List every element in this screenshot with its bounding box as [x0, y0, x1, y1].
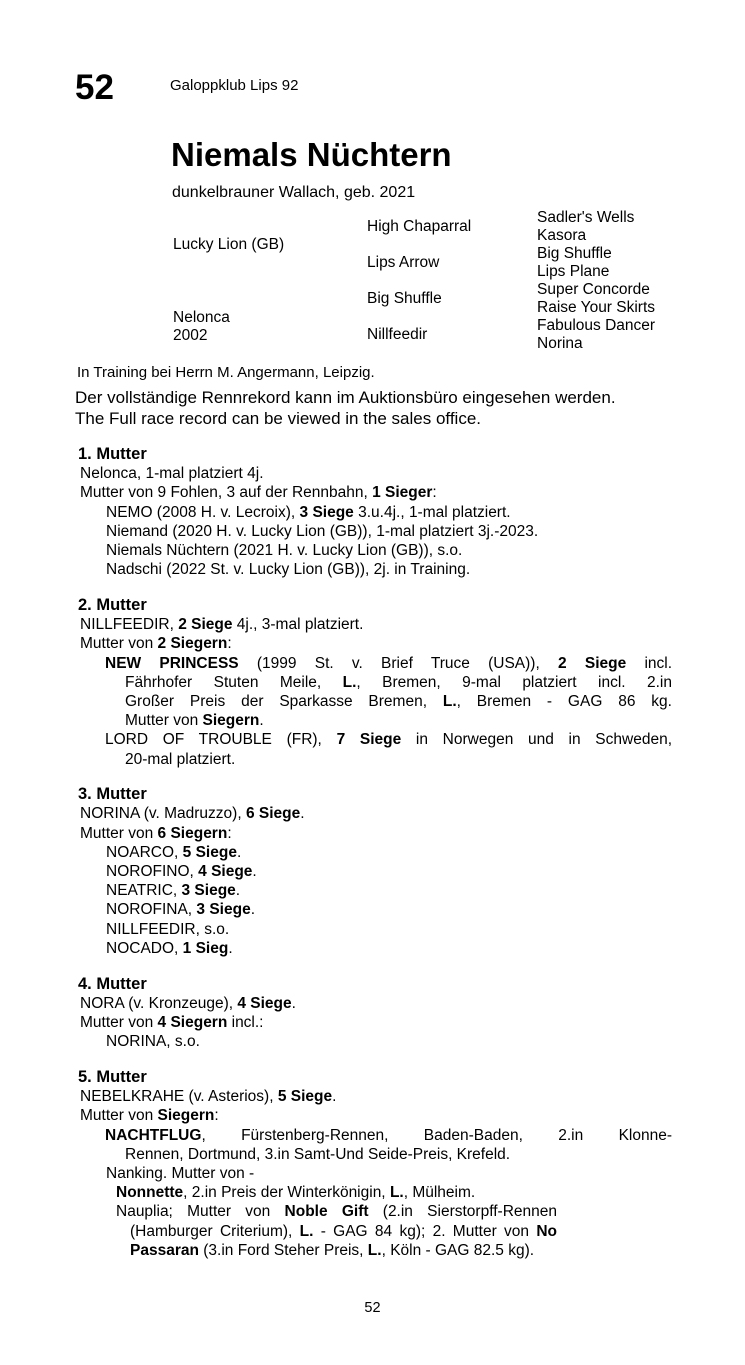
- text-line: [75, 939, 672, 958]
- text-segment: NEATRIC,: [106, 882, 182, 900]
- text-segment: , 2.in Preis der Winterkönigin,: [183, 1184, 390, 1202]
- pedigree-gen3-6: [537, 317, 737, 335]
- text-line: [75, 692, 672, 711]
- bold-text-segment: 5 Siege: [277, 1088, 333, 1106]
- bold-text-segment: No: [536, 1222, 557, 1240]
- bold-text-segment: Noble Gift: [284, 1203, 369, 1221]
- text-segment: Nauplia; Mutter von: [116, 1203, 285, 1221]
- dam-section: [75, 975, 672, 1052]
- bold-text-segment: 1 Sieg: [182, 939, 229, 957]
- text-segment: Niemand (2020 H. v. Lucky Lion (GB)), 1-mal platziert 3j.-2023.: [106, 522, 539, 540]
- record-note: [75, 388, 616, 429]
- text-segment: Nelonca, 1-mal platziert 4j.: [80, 465, 264, 483]
- pedigree-text-paragraph: [75, 1106, 672, 1125]
- text-segment: 4j., 3-mal platziert.: [232, 616, 364, 634]
- text-segment: - GAG 84 kg); 2. Mutter von: [313, 1222, 537, 1240]
- pedigree-gen3-2: [537, 245, 737, 263]
- text-line: [75, 1222, 672, 1241]
- text-line: [75, 1241, 672, 1260]
- pedigree-dam: [173, 281, 367, 353]
- text-segment: NEMO (2008 H. v. Lecroix),: [106, 503, 300, 521]
- bold-text-segment: 5 Siege: [182, 843, 237, 861]
- bold-text-segment: 2 Siege: [558, 654, 627, 672]
- text-segment: .: [235, 882, 241, 900]
- bold-text-segment: 3 Siege: [299, 503, 354, 521]
- text-segment: NEBELKRAHE (v. Asterios),: [80, 1088, 278, 1106]
- pedigree-text-paragraph: [75, 939, 672, 958]
- pedigree-dam-line: Nelonca: [173, 309, 230, 326]
- pedigree-gen3-0-line: Sadler's Wells: [537, 209, 635, 226]
- text-segment: Mutter von: [80, 1013, 158, 1031]
- pedigree-text-paragraph: [75, 824, 672, 843]
- pedigree-gen2-3: [367, 317, 537, 353]
- bold-text-segment: Nonnette: [116, 1184, 184, 1202]
- text-line: [75, 824, 672, 843]
- text-segment: Mutter von: [80, 1107, 158, 1125]
- pedigree-gen3-5: [537, 299, 737, 317]
- consignor-name: Galoppklub Lips 92: [170, 77, 299, 94]
- section-heading: 1. Mutter: [78, 445, 147, 463]
- text-line: [75, 1087, 672, 1106]
- pedigree-text-paragraph: [75, 654, 672, 731]
- text-segment: , Köln - GAG 82.5 kg).: [381, 1241, 535, 1259]
- text-line: [75, 483, 672, 502]
- text-segment: incl.: [626, 654, 673, 672]
- text-segment: .: [252, 863, 257, 881]
- text-segment: NILLFEEDIR, s.o.: [106, 920, 230, 938]
- bold-text-segment: NACHTFLUG: [105, 1126, 202, 1144]
- text-segment: Mutter von: [80, 824, 158, 842]
- pedigree-gen3-0: [537, 209, 737, 227]
- text-line: [75, 750, 672, 769]
- text-line: [75, 1202, 672, 1221]
- pedigree-text-paragraph: [75, 464, 672, 483]
- text-segment: , Fürstenberg-Rennen, Baden-Baden, 2.in Klonne-: [201, 1126, 672, 1144]
- text-segment: .: [259, 712, 264, 730]
- bold-text-segment: 3 Siege: [196, 901, 251, 919]
- pedigree-text-paragraph: [75, 483, 672, 502]
- text-line: [75, 560, 672, 579]
- pedigree-gen3-6-line: Fabulous Dancer: [537, 317, 656, 334]
- pedigree-dam-line: 2002: [173, 327, 208, 344]
- bold-text-segment: 6 Siegern: [157, 824, 228, 842]
- text-segment: (3.in Ford Steher Preis,: [198, 1241, 368, 1259]
- text-segment: NORA (v. Kronzeuge),: [80, 994, 238, 1012]
- pedigree-text-paragraph: [75, 1126, 672, 1164]
- bold-text-segment: 2 Siegern: [157, 635, 228, 653]
- text-segment: Fährhofer Stuten Meile,: [125, 673, 343, 691]
- lot-number: 52: [75, 68, 114, 107]
- pedigree-gen3-3: [537, 263, 737, 281]
- text-segment: LORD OF TROUBLE (FR),: [105, 731, 337, 749]
- pedigree-text-paragraph: [75, 994, 672, 1013]
- record-note-en: The Full race record can be viewed in the sales office.: [75, 408, 482, 428]
- text-line: [75, 522, 672, 541]
- bold-text-segment: Passaran: [130, 1241, 199, 1259]
- pedigree-text-paragraph: [75, 1087, 672, 1106]
- text-segment: NOARCO,: [106, 843, 183, 861]
- dam-section: [75, 596, 672, 769]
- text-line: [75, 1183, 672, 1202]
- pedigree-gen3-5-line: Raise Your Skirts: [537, 299, 656, 316]
- pedigree-text-paragraph: [75, 1013, 672, 1032]
- pedigree-gen2-0: [367, 209, 537, 245]
- section-heading: 2. Mutter: [78, 595, 147, 614]
- text-line: [75, 1164, 672, 1183]
- text-segment: NOROFINO,: [106, 863, 199, 881]
- text-segment: .: [250, 901, 256, 919]
- horse-description: dunkelbrauner Wallach, geb. 2021: [172, 184, 416, 201]
- training-note: In Training bei Herrn M. Angermann, Leipzig.: [77, 364, 375, 381]
- text-line: [75, 615, 672, 634]
- pedigree-gen3-7: [537, 335, 737, 353]
- text-segment: 3.u.4j., 1-mal platziert.: [353, 503, 511, 521]
- text-segment: :: [432, 484, 437, 502]
- bold-text-segment: 6 Siege: [245, 805, 301, 823]
- text-line: [75, 804, 672, 823]
- pedigree-sire: [173, 209, 367, 281]
- bold-text-segment: L.: [442, 692, 457, 710]
- pedigree-sire-line: Lucky Lion (GB): [173, 236, 285, 253]
- text-segment: .: [300, 805, 305, 823]
- text-line: [75, 654, 672, 673]
- text-segment: NOROFINA,: [106, 901, 197, 919]
- pedigree-gen2-0-line: High Chaparral: [367, 218, 472, 235]
- text-segment: :: [227, 824, 232, 842]
- text-segment: .: [228, 939, 233, 957]
- text-line: [75, 994, 672, 1013]
- text-line: [75, 1145, 672, 1164]
- bold-text-segment: 4 Siege: [237, 994, 292, 1012]
- dam-section: [75, 445, 672, 579]
- pedigree-gen2-3-line: Nillfeedir: [367, 326, 428, 343]
- pedigree-gen2-1-line: Lips Arrow: [367, 254, 440, 271]
- bold-text-segment: 1 Sieger: [372, 484, 433, 502]
- pedigree-gen3-4: [537, 281, 737, 299]
- bold-text-segment: Siegern: [157, 1107, 215, 1125]
- pedigree-gen3-1: [537, 227, 737, 245]
- text-segment: Großer Preis der Sparkasse Bremen,: [125, 692, 443, 710]
- text-segment: , Bremen, 9-mal platziert incl. 2.in: [356, 673, 672, 691]
- bold-text-segment: 2 Siege: [178, 616, 233, 634]
- bold-text-segment: Siegern: [202, 712, 260, 730]
- pedigree-text-paragraph: [75, 522, 672, 541]
- text-segment: :: [227, 635, 232, 653]
- pedigree-text-paragraph: [75, 862, 672, 881]
- pedigree-gen3-2-line: Big Shuffle: [537, 245, 612, 262]
- bold-text-segment: L.: [342, 673, 357, 691]
- record-note-de: Der vollständige Rennrekord kann im Auktionsbüro eingesehen werden.: [75, 388, 616, 407]
- text-segment: Rennen, Dortmund, 3.in Samt-Und Seide-Preis, Krefeld.: [125, 1145, 511, 1163]
- bold-text-segment: 3 Siege: [181, 882, 236, 900]
- pedigree-text-paragraph: [75, 503, 672, 522]
- text-line: [75, 711, 672, 730]
- text-line: [75, 920, 672, 939]
- text-line: [75, 1032, 672, 1051]
- dam-section: [75, 785, 672, 958]
- text-line: [75, 862, 672, 881]
- section-heading: 5. Mutter: [78, 1067, 147, 1086]
- pedigree-text-paragraph: [75, 730, 672, 768]
- text-line: [75, 881, 672, 900]
- text-line: [75, 673, 672, 692]
- text-line: [75, 730, 672, 749]
- text-segment: in Norwegen und in Schweden,: [401, 731, 672, 749]
- pedigree-text-paragraph: [75, 900, 672, 919]
- text-segment: (Hamburger Criterium),: [130, 1222, 300, 1240]
- text-segment: Mutter von 9 Fohlen, 3 auf der Rennbahn,: [80, 484, 373, 502]
- pedigree-gen2-2: [367, 281, 537, 317]
- text-segment: NOCADO,: [106, 939, 183, 957]
- pedigree-text-paragraph: [75, 1164, 672, 1183]
- section-heading: 3. Mutter: [78, 785, 147, 804]
- pedigree-gen3-3-line: Lips Plane: [537, 263, 610, 280]
- pedigree-text-paragraph: [75, 634, 672, 653]
- bold-text-segment: L.: [389, 1184, 404, 1202]
- pedigree-text-paragraph: [75, 804, 672, 823]
- bold-text-segment: L.: [367, 1241, 382, 1259]
- text-segment: NORINA, s.o.: [106, 1033, 200, 1051]
- text-segment: NORINA (v. Madruzzo),: [80, 805, 246, 823]
- pedigree-text-paragraph: [75, 560, 672, 579]
- text-line: [75, 1126, 672, 1145]
- bold-text-segment: 7 Siege: [336, 731, 402, 749]
- text-line: [75, 634, 672, 653]
- pedigree-text-paragraph: [75, 1032, 672, 1051]
- bold-text-segment: 4 Siege: [198, 863, 253, 881]
- text-segment: .: [236, 843, 242, 861]
- horse-name-title: Niemals Nüchtern: [171, 136, 452, 173]
- dam-sections: [75, 445, 672, 1260]
- text-segment: Niemals Nüchtern (2021 H. v. Lucky Lion (GB)), s.o.: [106, 542, 463, 560]
- text-line: [75, 464, 672, 483]
- text-line: [75, 1106, 672, 1125]
- text-line: [75, 900, 672, 919]
- page-number: 52: [364, 1300, 381, 1316]
- text-segment: 20-mal platziert.: [125, 750, 236, 768]
- text-segment: Nanking. Mutter von -: [106, 1164, 255, 1182]
- pedigree-text-paragraph: [75, 1183, 672, 1202]
- text-segment: (1999 St. v. Brief Truce (USA)),: [238, 654, 559, 672]
- pedigree-text-paragraph: [75, 541, 672, 560]
- bold-text-segment: L.: [299, 1222, 314, 1240]
- text-segment: NILLFEEDIR,: [80, 616, 179, 634]
- pedigree-text-paragraph: [75, 615, 672, 634]
- text-line: [75, 541, 672, 560]
- text-segment: Nadschi (2022 St. v. Lucky Lion (GB)), 2j. in Training.: [106, 561, 471, 579]
- pedigree-text-paragraph: [75, 843, 672, 862]
- text-segment: .: [332, 1088, 337, 1106]
- text-segment: (2.in Sierstorpff-Rennen: [368, 1203, 557, 1221]
- pedigree-gen2-1: [367, 245, 537, 281]
- bold-text-segment: 4 Siegern: [157, 1013, 228, 1031]
- text-segment: , Bremen - GAG 86 kg.: [456, 692, 672, 710]
- pedigree-gen3-4-line: Super Concorde: [537, 281, 650, 298]
- pedigree-text-paragraph: [75, 881, 672, 900]
- section-heading: 4. Mutter: [78, 974, 147, 993]
- text-line: [75, 843, 672, 862]
- pedigree-table: [173, 209, 737, 353]
- text-segment: Mutter von: [80, 635, 158, 653]
- text-line: [75, 1013, 672, 1032]
- pedigree-text-paragraph: [75, 920, 672, 939]
- text-segment: , Mülheim.: [403, 1184, 476, 1202]
- dam-section: [75, 1068, 672, 1260]
- text-line: [75, 503, 672, 522]
- bold-text-segment: NEW PRINCESS: [105, 654, 239, 672]
- pedigree-gen2-2-line: Big Shuffle: [367, 290, 442, 307]
- text-segment: incl.:: [227, 1013, 264, 1031]
- pedigree-gen3-7-line: Norina: [537, 335, 583, 352]
- pedigree-gen3-1-line: Kasora: [537, 227, 587, 244]
- pedigree-text-paragraph: [75, 1202, 672, 1260]
- text-segment: :: [214, 1107, 219, 1125]
- text-segment: .: [291, 994, 296, 1012]
- text-segment: Mutter von: [125, 712, 203, 730]
